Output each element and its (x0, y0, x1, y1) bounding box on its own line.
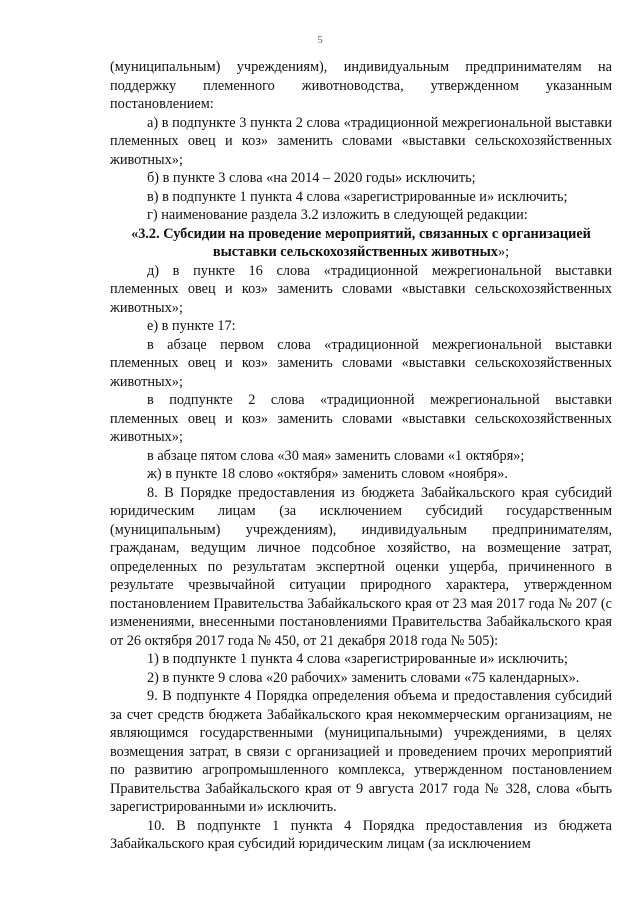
paragraph: 9. В подпункте 4 Порядка определения объема и предоставления субсидий за счет средств бюджета Забайкальского края некоммерческим организациям, не являющимся государственными (муниципальными) учреждениями, в целях возмещения затрат, в связи с организацией и проведением прочих мероприятий по развитию агропромышленного комплекса, утвержденном постановлением Правительства Забайкальского края от 9 августа 2017 года № 328, слова «быть зарегистрированными и» исключить. (110, 688, 612, 815)
paragraph: е) в пункте 17: (147, 318, 236, 334)
paragraph: в абзаце первом слова «традиционной межрегиональной выставки племенных овец и коз» заменить словами «выставки сельскохозяйственных животных»; (110, 336, 612, 390)
paragraph: г) наименование раздела 3.2 изложить в следующей редакции: (147, 207, 528, 223)
paragraph: а) в подпункте 3 пункта 2 слова «традиционной межрегиональной выставки племенных овец и коз» заменить словами «выставки сельскохозяйственных животных»; (110, 114, 612, 168)
paragraph: ж) в пункте 18 слово «октября» заменить словом «ноября». (147, 466, 508, 482)
section-heading-bold: «3.2. Субсидии на проведение мероприятий, связанных с организацией выставки сельскохозяйственных животных (131, 225, 591, 260)
paragraph: 8. В Порядке предоставления из бюджета Забайкальского края субсидий юридическим лицам (за исключением субсидий государственным (муниципальным) учреждениям), индивидуальным предпринимателям, гражданам, ведущим личное подсобное хозяйство, на возмещение затрат, определенных по результатам экспертной оценки ущерба, причиненного в результате чрезвычайной ситуации природного характера, утвержденном постановлением Правительства Забайкальского края от 23 мая 2017 года № 207 (с изменениями, внесенными постановлениями Правительства Забайкальского края от 26 октября 2017 года № 450, от 21 декабря 2018 года № 505): (110, 484, 612, 649)
paragraph: в абзаце пятом слова «30 мая» заменить словами «1 октября»; (147, 447, 525, 464)
paragraph-group-1 (110, 58, 612, 225)
paragraph: в) в подпункте 1 пункта 4 слова «зарегистрированные и» исключить; (147, 188, 568, 205)
paragraph: в подпункте 2 слова «традиционной межрегиональной выставки племенных овец и коз» заменить словами «выставки сельскохозяйственных животных»; (110, 392, 612, 445)
page-number: 5 (317, 34, 323, 46)
paragraph: 2) в пункте 9 слова «20 рабочих» заменить словами «75 календарных». (147, 669, 580, 686)
paragraph: (муниципальным) учреждениям), индивидуальным предпринимателям на поддержку племенного животноводства, утвержденном указанным постановлением: (110, 59, 612, 112)
section-heading-tail: »; (497, 244, 510, 260)
section-heading (110, 225, 612, 262)
paragraph: 10. В подпункте 1 пункта 4 Порядка предоставления из бюджета Забайкальского края субсидий юридическим лицам (за исключением (110, 817, 612, 852)
paragraph: 1) в подпункте 1 пункта 4 слова «зарегистрированные и» исключить; (147, 651, 568, 667)
paragraph-group-2 (110, 262, 612, 854)
document-body (110, 58, 612, 854)
paragraph: д) в пункте 16 слова «традиционной межрегиональной выставки племенных овец и коз» заменить словами «выставки сельскохозяйственных животных»; (110, 262, 612, 316)
paragraph: б) в пункте 3 слова «на 2014 – 2020 годы» исключить; (147, 170, 476, 186)
